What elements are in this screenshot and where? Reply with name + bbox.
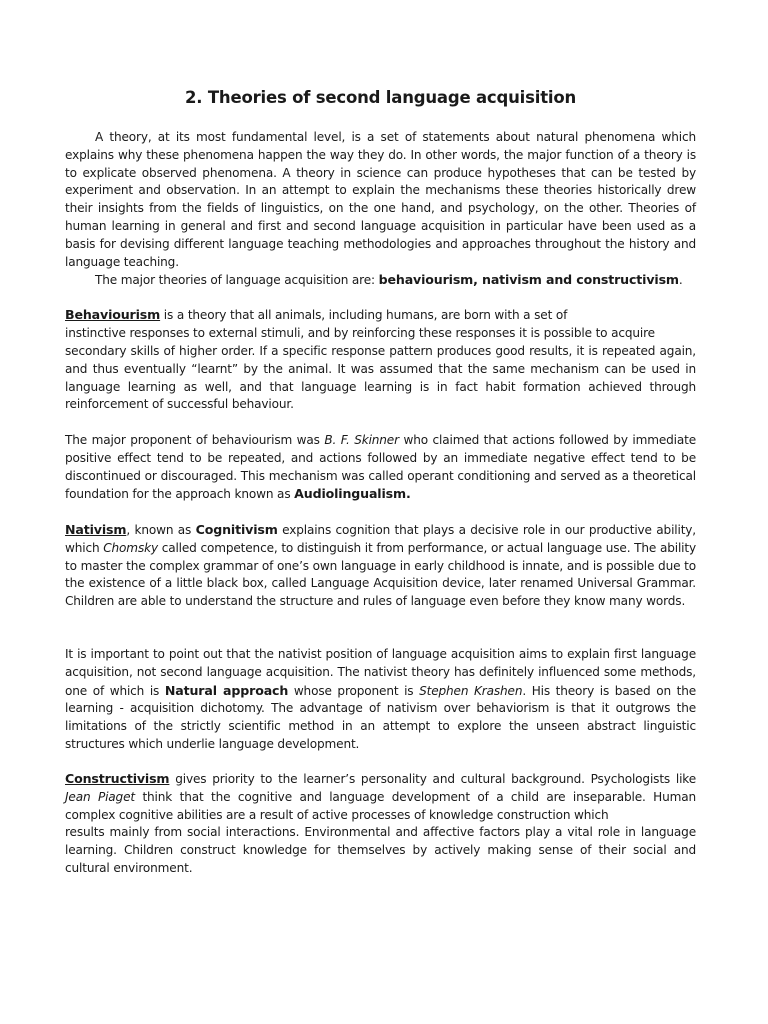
nativism-known: , known as <box>126 523 196 537</box>
major-theories-list: behaviourism, nativism and constructivism <box>378 272 679 287</box>
major-theories-end: . <box>678 273 683 287</box>
behaviourism-line-1 <box>65 306 696 325</box>
nativism-paragraph <box>65 521 696 611</box>
constructivism-text-1: gives priority to the learner’s personality and cultural background. Psychologists like <box>169 772 696 786</box>
audiolingualism-term: Audiolingualism. <box>294 486 411 502</box>
chomsky-name: Chomsky <box>103 540 158 555</box>
constructivism-term: Constructivism <box>65 771 170 786</box>
nativist-paragraph <box>65 646 696 754</box>
cognitivism-term: Cognitivism <box>195 522 278 537</box>
behaviourism-line-2: instinctive responses to external stimuli, and by reinforcing these responses it is possible to acquire <box>65 326 655 340</box>
intro-paragraph: A theory, at its most fundamental level, is a set of statements about natural phenomena which explains why these phenomena happen the way they do. In other words, the major function of a theory is to explicate observed phenomena. A theory in science can produce hypotheses that can be tested by experiment and observation. In an attempt to explain the mechanisms these theories historically drew their insights from the fields of linguistics, on the one hand, and psychology, on the other. Theories of human learning in general and first and second language acquisition in particular have been used as a basis for devising different language teaching methodologies and approaches throughout the history and language teaching. <box>65 130 696 269</box>
nativist-text-1: It is important to point out that the nativist position of language acquisition aims to explain first language acquisition, not second language acquisition. The nativist theory has definitely influenced some methods, one of which is <box>65 647 696 698</box>
major-theories-lead: The major theories of language acquisition are: <box>95 273 379 287</box>
nativism-text-1: explains cognition that plays a decisive role in our productive ability, which <box>65 523 696 555</box>
nativist-text-2: whose proponent is <box>288 683 420 698</box>
constructivism-paragraph-cont: results mainly from social interactions. Environmental and affective factors play a vital role in language learning. Children construct knowledge for themselves by actively making sense of their social and cultural environment. <box>65 825 696 875</box>
skinner-name: B. F. Skinner <box>324 433 399 447</box>
major-theories-paragraph <box>65 271 696 290</box>
krashen-name: Stephen Krashen <box>419 683 523 698</box>
natural-approach-term: Natural approach <box>164 682 289 698</box>
nativist-text-3: . His theory is based on the learning - acquisition dichotomy. The advantage of nativism over behaviorism is that it outgrows the limitations of the strictly scientific method in an attempt to explore the unseen abstract linguistic structures which underlie language development. <box>65 683 697 751</box>
behaviourism-term: Behaviourism <box>65 307 161 322</box>
constructivism-text-2: think that the cognitive and language development of a child are inseparable. Human complex cognitive abilities are a result of active processes of knowledge construction which <box>65 789 697 822</box>
nativism-text-2: called competence, to distinguish it from performance, or actual language use. The ability to master the complex grammar of one’s own language in early childhood is innate, and is possible due to the existence of a little black box, called Language Acquisition device, later renamed Universal Grammar. Children are able to understand the structure and rules of language even before they know many words. <box>65 540 696 609</box>
behaviourism-paragraph: secondary skills of higher order. If a specific response pattern produces good results, it is repeated again, and thus eventually “learnt” by the animal. It was assumed that the same mechanism can be used in language learning as well, and that language learning is in fact habit formation achieved through reinforcement of successful behaviour. <box>65 344 696 412</box>
skinner-lead: The major proponent of behaviourism was <box>65 433 325 447</box>
behaviourism-text-1: is a theory that all animals, including humans, are born with a set of <box>160 308 568 322</box>
skinner-paragraph <box>65 432 696 504</box>
page-title: 2. Theories of second language acquisition <box>184 88 577 107</box>
piaget-name: Jean Piaget <box>65 789 135 804</box>
nativism-term: Nativism <box>65 522 127 537</box>
constructivism-paragraph <box>65 770 696 824</box>
skinner-text: who claimed that actions followed by immediate positive effect tend to be repeated, and actions followed by an immediate negative effect tend to be discontinued or discouraged. This mechanism was called operant conditioning and served as a theoretical foundation for the approach known as <box>65 433 696 502</box>
